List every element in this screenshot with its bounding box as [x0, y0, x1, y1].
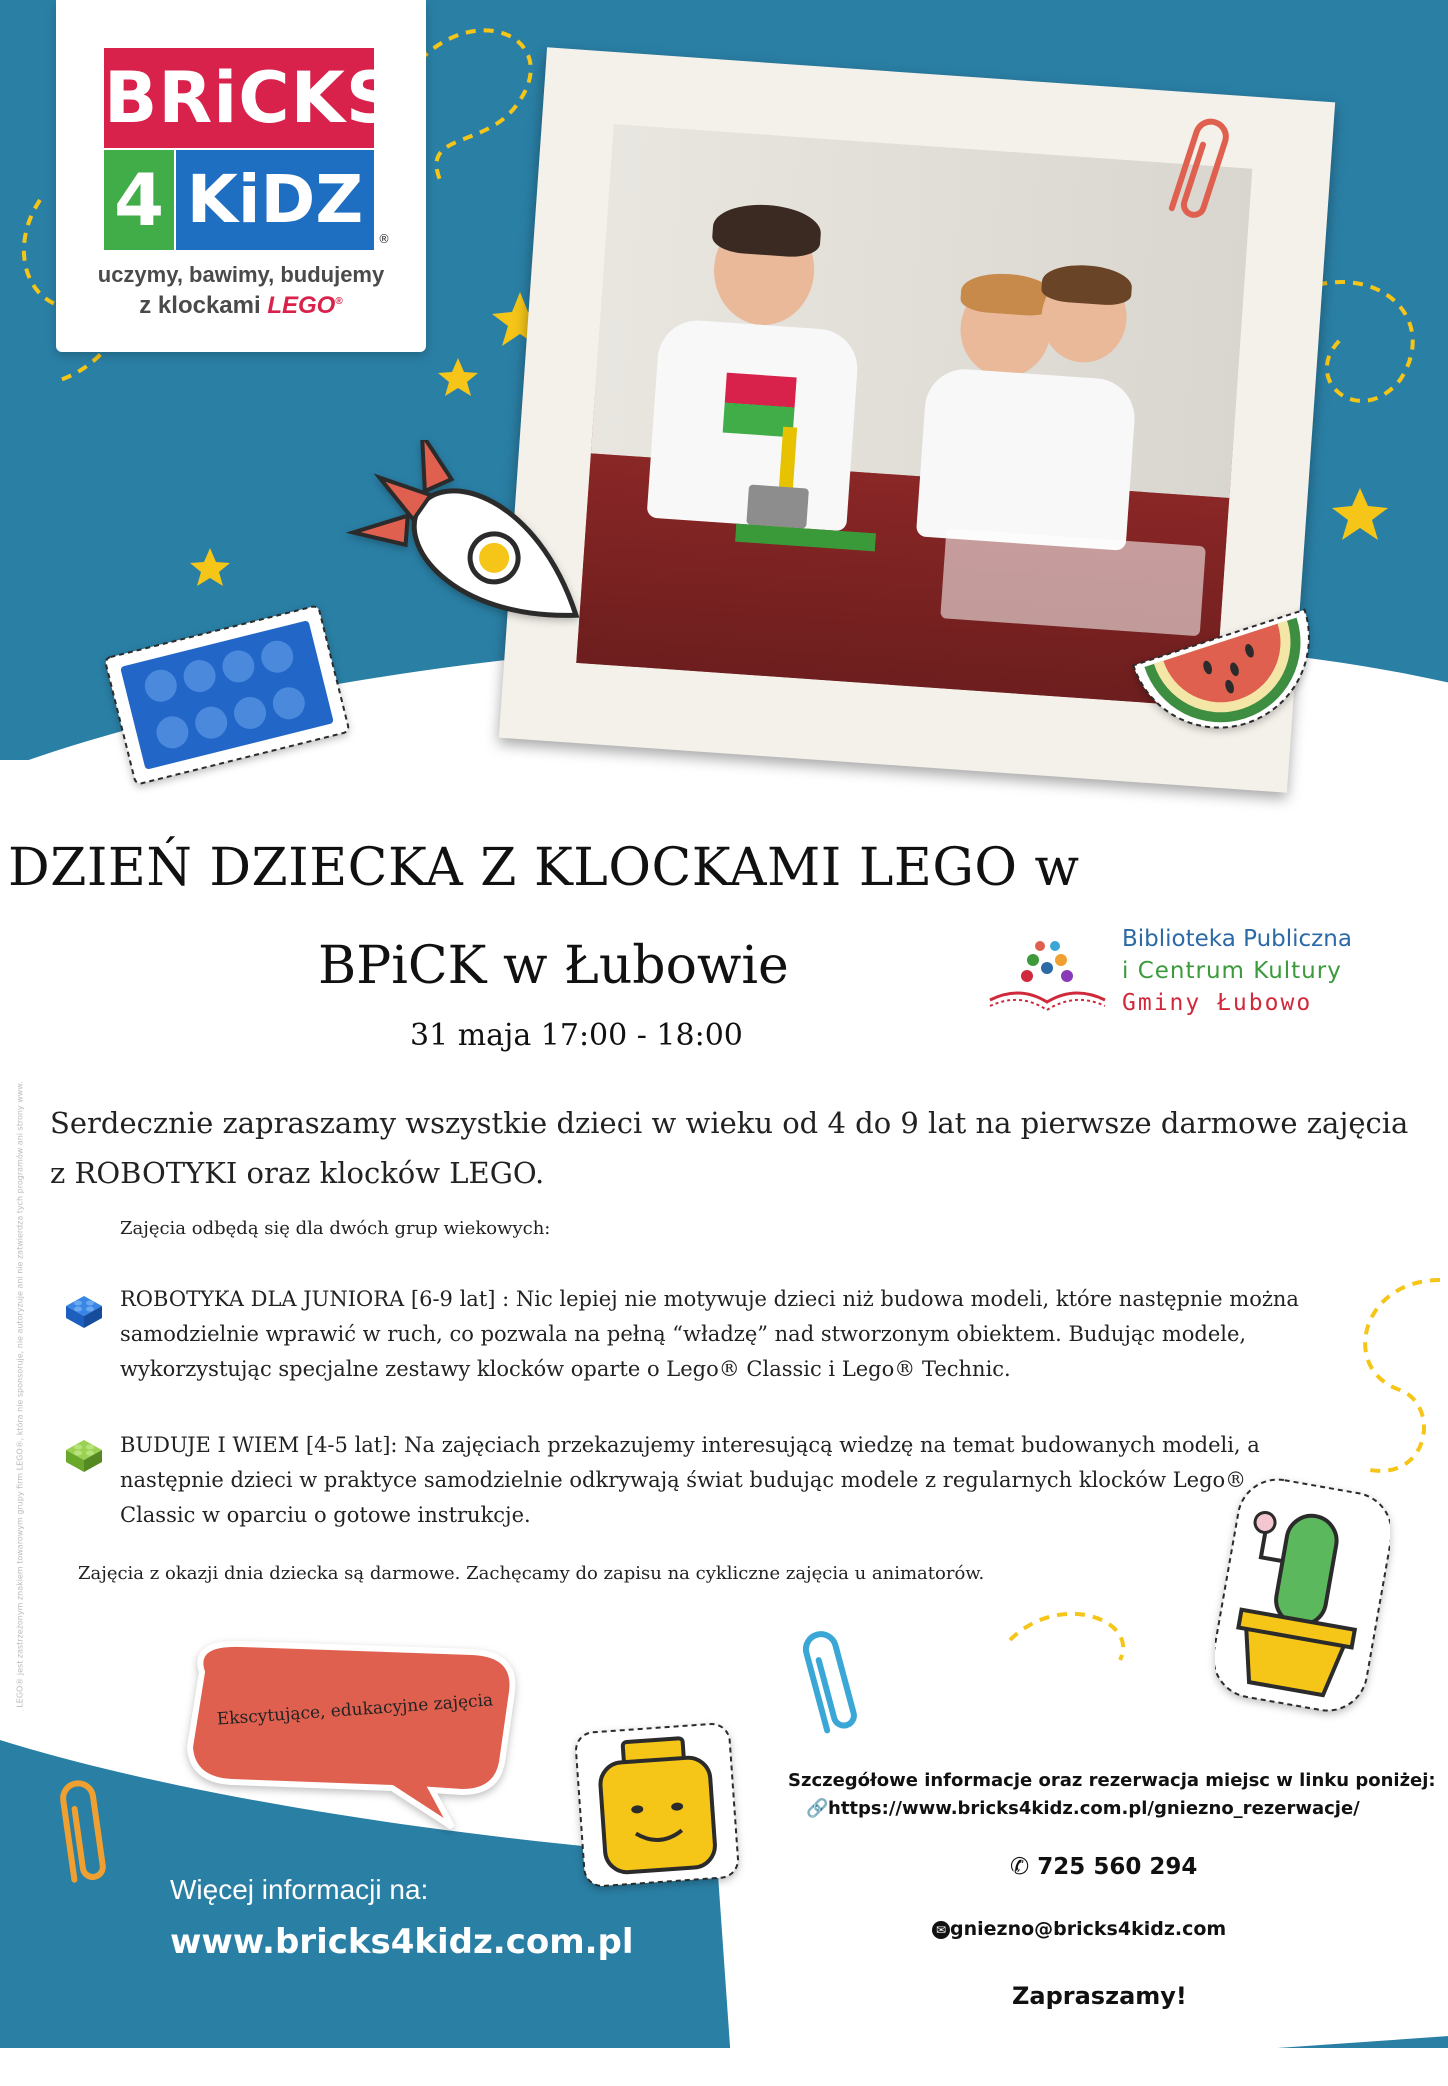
paperclip-icon	[1165, 105, 1235, 235]
email-address[interactable]: gniezno@bricks4kidz.com	[950, 1918, 1227, 1940]
lego-head-sticker	[572, 1720, 742, 1890]
reservation-info-label: Szczegółowe informacje oraz rezerwacja miejsc w linku poniżej:	[788, 1770, 1436, 1791]
event-title-line1: DZIEŃ DZIECKA Z KLOCKAMI LEGO w	[8, 838, 1080, 898]
speech-bubble	[172, 1632, 524, 1832]
speech-bubble-text: Ekscytujące, edukacyjne zajęcia	[216, 1690, 494, 1730]
green-lego-brick-icon	[62, 1432, 106, 1476]
contact-paper	[709, 1694, 1448, 2086]
library-name-line3: Gminy Łubowo	[1122, 990, 1313, 1016]
logo-bricks-text: BRiCKS	[104, 48, 374, 148]
lego-robot-model	[735, 424, 883, 553]
dashed-loop	[420, 30, 531, 180]
phone-contact[interactable]	[1010, 1854, 1197, 1880]
star-icon	[190, 548, 230, 586]
groups-intro: Zajęcia odbędą się dla dwóch grup wiekowych:	[120, 1218, 551, 1239]
phone-number[interactable]: 725 560 294	[1037, 1854, 1198, 1880]
lego-brand-text: LEGO	[267, 292, 336, 319]
cactus-flower	[1253, 1511, 1276, 1534]
logo-tagline-prefix: z klockami	[139, 292, 268, 319]
website-link[interactable]: www.bricks4kidz.com.pl	[170, 1922, 634, 1962]
open-book-icon	[985, 930, 1110, 1020]
reservation-link-text[interactable]: https://www.bricks4kidz.com.pl/gniezno_rezerwacje/	[828, 1798, 1360, 1819]
group-buduje-description: BUDUJE I WIEM [4-5 lat]: Na zajęciach przekazujemy interesującą wiedzę na temat budowanych modeli, a następnie dzieci w praktyce samodzielnie odkrywają świat budując modele z regularnych klocków Lego® Classic w oparciu o gotowe instrukcje.	[120, 1433, 1260, 1527]
dashed-loop	[1010, 1614, 1123, 1660]
star-icon	[438, 358, 478, 396]
library-logo	[985, 920, 1405, 1030]
group-robotyka-description: ROBOTYKA DLA JUNIORA [6-9 lat] : Nic lepiej nie motywuje dzieci niż budowa modeli, które następnie można samodzielnie wprawić w ruch, co pozwala na pełną “władzę” nad stworzonym obiektem. Budując modele, wykorzystując specjalne zestawy klocków oparte o Lego® Classic i Lego® Technic.	[120, 1287, 1299, 1381]
dashed-loop	[1365, 1280, 1440, 1471]
invitation-text: Zapraszamy!	[1012, 1982, 1187, 2010]
email-icon: ✉	[932, 1921, 950, 1939]
star-icon	[1332, 488, 1388, 540]
lego-head-face	[599, 1756, 716, 1873]
reservation-link[interactable]	[806, 1798, 1360, 1819]
model-motor	[746, 484, 809, 528]
email-contact[interactable]	[932, 1918, 1226, 1940]
kid-shirt	[916, 367, 1137, 551]
blue-brick-sticker	[95, 590, 360, 800]
event-date: 31 maja 17:00 - 18:00	[410, 1018, 743, 1053]
logo-tagline: uczymy, bawimy, budujemy	[97, 262, 385, 287]
rocket-sticker	[345, 440, 635, 670]
legal-note-text: LEGO® jest zastrzeżonym znakiem towarowym grupy firm LEGO®, która nie sponsoruje, nie autoryzuje ani nie zatwierdza tych programów ani strony www.	[15, 1081, 25, 1708]
cactus-sticker	[1215, 1475, 1390, 1715]
paperclip-icon	[795, 1618, 865, 1748]
logo-number: 4	[104, 150, 174, 250]
lego-registered-mark: ®	[335, 296, 343, 307]
kid-hair	[711, 201, 822, 258]
blue-lego-brick-icon	[62, 1288, 106, 1332]
photo-kid	[917, 267, 1145, 541]
event-title-line2: BPiCK w Łubowie	[318, 936, 789, 996]
link-icon: 🔗	[806, 1798, 829, 1819]
phone-icon: ✆	[1010, 1854, 1030, 1880]
watermelon-sticker	[1125, 585, 1345, 790]
intro-text: Serdecznie zapraszamy wszystkie dzieci w wieku od 4 do 9 lat na pierwsze darmowe zajęcia z ROBOTYKI oraz klocków LEGO.	[50, 1106, 1409, 1190]
bricks4kidz-logo	[56, 0, 426, 352]
library-name-line1: Biblioteka Publiczna	[1122, 926, 1352, 952]
logo-registered-mark: ®	[378, 232, 390, 246]
logo-tagline-lego	[56, 292, 426, 320]
legal-note	[0, 1050, 25, 1750]
logo-kidz-text: KiDZ	[176, 150, 374, 250]
library-name-line2: i Centrum Kultury	[1122, 958, 1342, 984]
paperclip-icon	[48, 1768, 118, 1898]
more-info-label: Więcej informacji na:	[170, 1874, 429, 1905]
speech-bubble-shape	[190, 1644, 513, 1827]
closing-text: Zajęcia z okazji dnia dziecka są darmowe. Zachęcamy do zapisu na cykliczne zajęcia u animatorów.	[78, 1563, 985, 1584]
